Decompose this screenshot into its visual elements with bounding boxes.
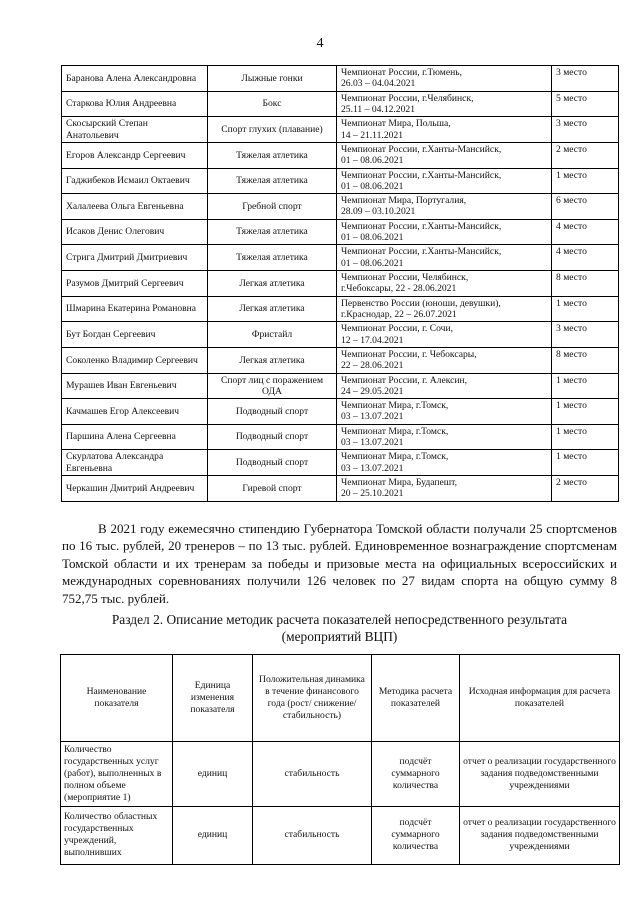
indicator-name: Количество государственных услуг (работ), выполненных в полном объеме (мероприятие 1) [61, 742, 173, 807]
athletes-table [61, 65, 619, 502]
event-title: Чемпионат России, г.Тюмень, [341, 67, 462, 78]
athlete-name: Скурлатова Александра Евгеньевна [62, 450, 208, 476]
event-dates: 03 – 13.07.2021 [341, 411, 404, 423]
event-title: Чемпионат Мира, Польша, [341, 118, 451, 130]
event-dates: 01 – 08.06.2021 [341, 180, 404, 192]
athlete-name: Скосырский Степан Анатольевич [62, 117, 208, 143]
athlete-event [337, 219, 552, 245]
header-name: Наименование показателя [61, 655, 173, 742]
indicator-method: подсчёт суммарного количества [372, 806, 460, 864]
section-title [62, 611, 617, 646]
section-title-line1: Раздел 2. Описание методик расчета показателей непосредственного результата [111, 612, 568, 627]
event-dates: г.Чебоксары, 22 - 28.06.2021 [341, 283, 457, 295]
athlete-name: Соколенко Владимир Сергеевич [62, 347, 208, 373]
athlete-place: 2 место [552, 476, 619, 502]
athlete-place: 8 место [552, 271, 619, 297]
event-title: Чемпионат России, г.Ханты-Мансийск, [341, 220, 502, 232]
athlete-row [62, 117, 619, 143]
athlete-place: 1 место [552, 373, 619, 399]
indicator-method: подсчёт суммарного количества [372, 742, 460, 807]
athlete-event [337, 117, 552, 143]
athlete-sport: Легкая атлетика [208, 347, 337, 373]
athlete-row [62, 91, 619, 117]
event-dates: 01 – 08.06.2021 [341, 155, 404, 167]
indicator-source: отчет о реализации государственного задания подведомственными учреждениями [460, 806, 620, 864]
athlete-place: 4 место [552, 219, 619, 245]
event-title: Чемпионат России, г.Ханты-Мансийск, [341, 246, 502, 258]
athlete-name: Старкова Юлия Андреевна [62, 91, 208, 117]
athlete-place: 1 место [552, 424, 619, 450]
event-dates: 25.11 – 04.12.2021 [341, 103, 415, 115]
athlete-place: 6 место [552, 194, 619, 220]
indicator-dynamics: стабильность [253, 742, 372, 807]
header-method: Методика расчета показателей [372, 655, 460, 742]
event-dates: 20 – 25.10.2021 [341, 488, 404, 500]
athlete-name: Шмарина Екатерина Романовна [62, 296, 208, 322]
event-title: Чемпионат Мира, г.Томск, [341, 451, 449, 463]
athlete-name: Черкашин Дмитрий Андреевич [62, 476, 208, 502]
athlete-place: 3 место [552, 66, 619, 92]
event-dates: 12 – 17.04.2021 [341, 334, 404, 346]
athlete-event [337, 142, 552, 168]
athlete-sport: Бокс [208, 91, 337, 117]
athlete-row [62, 424, 619, 450]
athlete-name: Мурашев Иван Евгеньевич [62, 373, 208, 399]
athlete-event [337, 296, 552, 322]
event-dates: 28.09 – 03.10.2021 [341, 206, 416, 218]
athlete-row [62, 245, 619, 271]
athlete-sport: Гребной спорт [208, 194, 337, 220]
indicators-table [60, 654, 620, 865]
athlete-event [337, 91, 552, 117]
athlete-sport: Легкая атлетика [208, 271, 337, 297]
summary-paragraph [62, 520, 617, 607]
indicator-name: Количество областных государственных учреждений, выполнивших [61, 806, 173, 864]
athlete-sport: Тяжелая атлетика [208, 245, 337, 271]
athlete-place: 8 место [552, 347, 619, 373]
athlete-event [337, 66, 552, 92]
athlete-place: 2 место [552, 142, 619, 168]
athlete-name: Баранова Алена Александровна [62, 66, 208, 92]
section-title-line2: (мероприятий ВЦП) [281, 629, 398, 645]
event-dates: 01 – 08.06.2021 [341, 257, 404, 269]
athlete-name: Егоров Александр Сергеевич [62, 142, 208, 168]
indicator-row [61, 742, 620, 807]
indicator-unit: единиц [173, 742, 253, 807]
event-title: Чемпионат России, г. Чебоксары, [341, 348, 477, 360]
event-dates: 24 – 29.05.2021 [341, 385, 404, 397]
event-title: Первенство России (юноши, девушки), [341, 297, 501, 309]
indicator-source: отчет о реализации государственного задания подведомственными учреждениями [460, 742, 620, 807]
event-title: Чемпионат Мира, Будапешт, [341, 477, 458, 488]
event-dates: 14 – 21.11.2021 [341, 129, 404, 141]
athlete-name: Качмашев Егор Алексеевич [62, 399, 208, 425]
event-dates: 22 – 28.06.2021 [341, 360, 404, 372]
athlete-place: 3 место [552, 322, 619, 348]
header-unit: Единица изменения показателя [173, 655, 253, 742]
athlete-sport: Спорт глухих (плавание) [208, 117, 337, 143]
event-title: Чемпионат России, г. Алексин, [341, 374, 468, 386]
athlete-place: 1 место [552, 450, 619, 476]
athlete-name: Разумов Дмитрий Сергеевич [62, 271, 208, 297]
athlete-row [62, 476, 619, 502]
athlete-row [62, 373, 619, 399]
athlete-place: 1 место [552, 296, 619, 322]
athlete-name: Гаджибеков Исмаил Октаевич [62, 168, 208, 194]
athlete-event [337, 245, 552, 271]
athlete-sport: Подводный спорт [208, 450, 337, 476]
athlete-sport: Фристайл [208, 322, 337, 348]
athlete-sport: Подводный спорт [208, 399, 337, 425]
event-title: Чемпионат России, Челябинск, [341, 272, 469, 283]
athlete-name: Бут Богдан Сергеевич [62, 322, 208, 348]
athlete-row [62, 296, 619, 322]
athlete-place: 5 место [552, 91, 619, 117]
athlete-event [337, 450, 552, 476]
page-number: 4 [316, 36, 324, 51]
athlete-name: Паршина Алена Сергеевна [62, 424, 208, 450]
athlete-name: Исаков Денис Олегович [62, 219, 208, 245]
event-dates: 03 – 13.07.2021 [341, 462, 404, 474]
event-title: Чемпионат Мира, г.Томск, [341, 425, 449, 437]
athlete-event [337, 424, 552, 450]
athlete-row [62, 399, 619, 425]
athlete-sport: Гиревой спорт [208, 476, 337, 502]
event-title: Чемпионат России, г.Ханты-Мансийск, [341, 143, 502, 155]
athlete-row [62, 322, 619, 348]
athlete-event [337, 373, 552, 399]
athlete-event [337, 399, 552, 425]
indicator-dynamics: стабильность [253, 806, 372, 864]
athlete-row [62, 219, 619, 245]
athlete-event [337, 347, 552, 373]
athlete-row [62, 347, 619, 373]
athlete-sport: Тяжелая атлетика [208, 219, 337, 245]
header-dynamics: Положительная динамика в течение финансового года (рост/ снижение/ стабильность) [253, 655, 372, 742]
athlete-row [62, 271, 619, 297]
event-dates: 03 – 13.07.2021 [341, 437, 404, 449]
athlete-sport: Лыжные гонки [208, 66, 337, 92]
athlete-row [62, 168, 619, 194]
summary-text: В 2021 году ежемесячно стипендию Губернатора Томской области получали 25 спортсменов по 16 тыс. рублей, 20 тренеров – по 13 тыс. рублей. Единовременное вознаграждение спортсменам Томской области и их тренерам за победы и призовые места на официальных всероссийских и международных соревнованиях получили 126 человек по 27 видам спорта на общую сумму 8 752,75 тыс. рублей. [62, 521, 617, 606]
indicator-unit: единиц [173, 806, 253, 864]
event-dates: 01 – 08.06.2021 [341, 232, 404, 244]
athlete-name: Стрига Дмитрий Дмитриевич [62, 245, 208, 271]
event-title: Чемпионат Мира, г.Томск, [341, 400, 449, 412]
athlete-event [337, 194, 552, 220]
event-title: Чемпионат Мира, Португалия, [341, 195, 467, 207]
athlete-sport: Легкая атлетика [208, 296, 337, 322]
event-title: Чемпионат России, г.Челябинск, [341, 92, 474, 104]
athlete-place: 1 место [552, 168, 619, 194]
indicators-header-row [61, 655, 620, 742]
athlete-event [337, 476, 552, 502]
athlete-place: 3 место [552, 117, 619, 143]
indicator-row [61, 806, 620, 864]
athlete-row [62, 194, 619, 220]
athlete-sport: Тяжелая атлетика [208, 142, 337, 168]
event-dates: 26.03 – 04.04.2021 [341, 78, 416, 90]
athlete-event [337, 322, 552, 348]
athlete-event [337, 168, 552, 194]
athlete-row [62, 450, 619, 476]
athlete-event [337, 271, 552, 297]
event-title: Чемпионат России, г.Ханты-Мансийск, [341, 169, 502, 181]
athlete-sport: Подводный спорт [208, 424, 337, 450]
event-dates: г.Краснодар, 22 – 26.07.2021 [341, 308, 457, 320]
athlete-place: 1 место [552, 399, 619, 425]
athlete-sport: Тяжелая атлетика [208, 168, 337, 194]
athlete-sport: Спорт лиц с поражением ОДА [208, 373, 337, 399]
athlete-row [62, 142, 619, 168]
athlete-row [62, 66, 619, 92]
header-source: Исходная информация для расчета показателей [460, 655, 620, 742]
event-title: Чемпионат России, г. Сочи, [341, 323, 454, 335]
athlete-name: Халалеева Ольга Евгеньевна [62, 194, 208, 220]
athlete-place: 4 место [552, 245, 619, 271]
